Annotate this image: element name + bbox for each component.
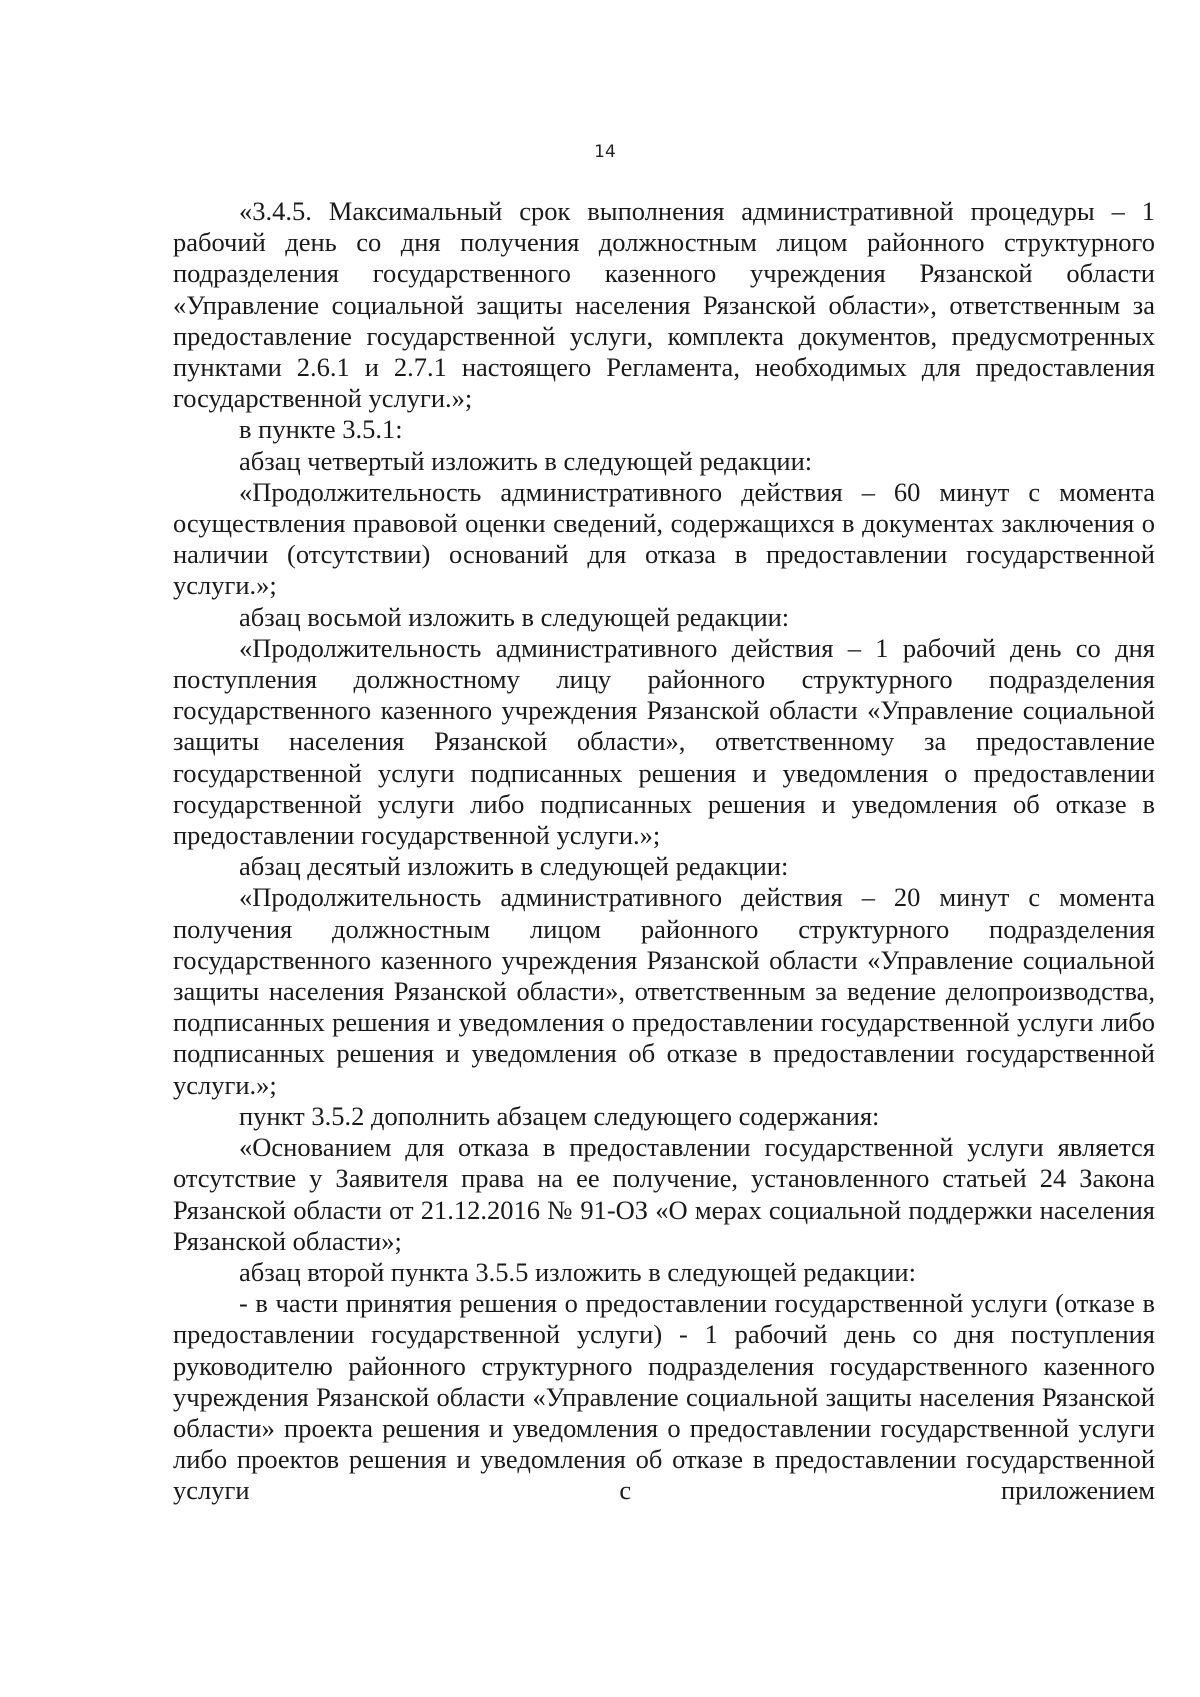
paragraph-20-minutes-quote: «Продолжительность административного действия – 20 минут с момента получения должностным лицом районного структурного подразделения государственного казенного учреждения Рязанской области «Управление социальной защиты населения Рязанской области», ответственным за ведение делопроизводства, подписанных решения и уведомления о предоставлении государственной услуги либо подписанных решения и уведомления об отказе в предоставлении государственной услуги.»; [173, 882, 1155, 1100]
page-number: 14 [594, 142, 616, 162]
paragraph-tenth-abzac-instruction: абзац десятый изложить в следующей редакции: [239, 851, 789, 882]
document-body [173, 196, 1155, 1507]
paragraph-second-abzac-3-5-5-instruction: абзац второй пункта 3.5.5 изложить в следующей редакции: [239, 1256, 916, 1287]
paragraph-eighth-abzac-instruction: абзац восьмой изложить в следующей редакции: [239, 601, 790, 632]
paragraph-point-3-5-1: в пункте 3.5.1: [239, 414, 403, 445]
paragraph-60-minutes-quote: «Продолжительность административного действия – 60 минут с момента осуществления правовой оценки сведений, содержащихся в документах заключения о наличии (отсутствии) оснований для отказа в предоставлении государственной услуги.»; [173, 476, 1155, 601]
paragraph-fourth-abzac-instruction: абзац четвертый изложить в следующей редакции: [239, 445, 813, 476]
paragraph-decision-term: - в части принятия решения о предоставлении государственной услуги (отказе в предоставлении государственной услуги) - 1 рабочий день со дня поступления руководителю районного структурного подразделения государственного казенного учреждения Рязанской области «Управление социальной защиты населения Рязанской области» проекта решения и уведомления о предоставлении государственной услуги либо проектов решения и уведомления об отказе в предоставлении государственной услуги с приложением [173, 1288, 1155, 1506]
paragraph-point-3-5-2-addition: пункт 3.5.2 дополнить абзацем следующего содержания: [239, 1100, 880, 1131]
paragraph-3-4-5-quote: «3.4.5. Максимальный срок выполнения административной процедуры – 1 рабочий день со дня получения должностным лицом районного структурного подразделения государственного казенного учреждения Рязанской области «Управление социальной защиты населения Рязанской области», ответственным за предоставление государственной услуги, комплекта документов, предусмотренных пунктами 2.6.1 и 2.7.1 настоящего Регламента, необходимых для предоставления государственной услуги.»; [173, 196, 1155, 414]
paragraph-1-day-quote: «Продолжительность административного действия – 1 рабочий день со дня поступления должностному лицу районного структурного подразделения государственного казенного учреждения Рязанской области «Управление социальной защиты населения Рязанской области», ответственному за предоставление государственной услуги подписанных решения и уведомления о предоставлении государственной услуги либо подписанных решения и уведомления об отказе в предоставлении государственной услуги.»; [173, 632, 1155, 851]
paragraph-refusal-grounds-quote: «Основанием для отказа в предоставлении государственной услуги является отсутствие у Заявителя права на ее получение, установленного статьей 24 Закона Рязанской области от 21.12.2016 № 91-ОЗ «О мерах социальной поддержки населения Рязанской области»; [173, 1132, 1155, 1256]
